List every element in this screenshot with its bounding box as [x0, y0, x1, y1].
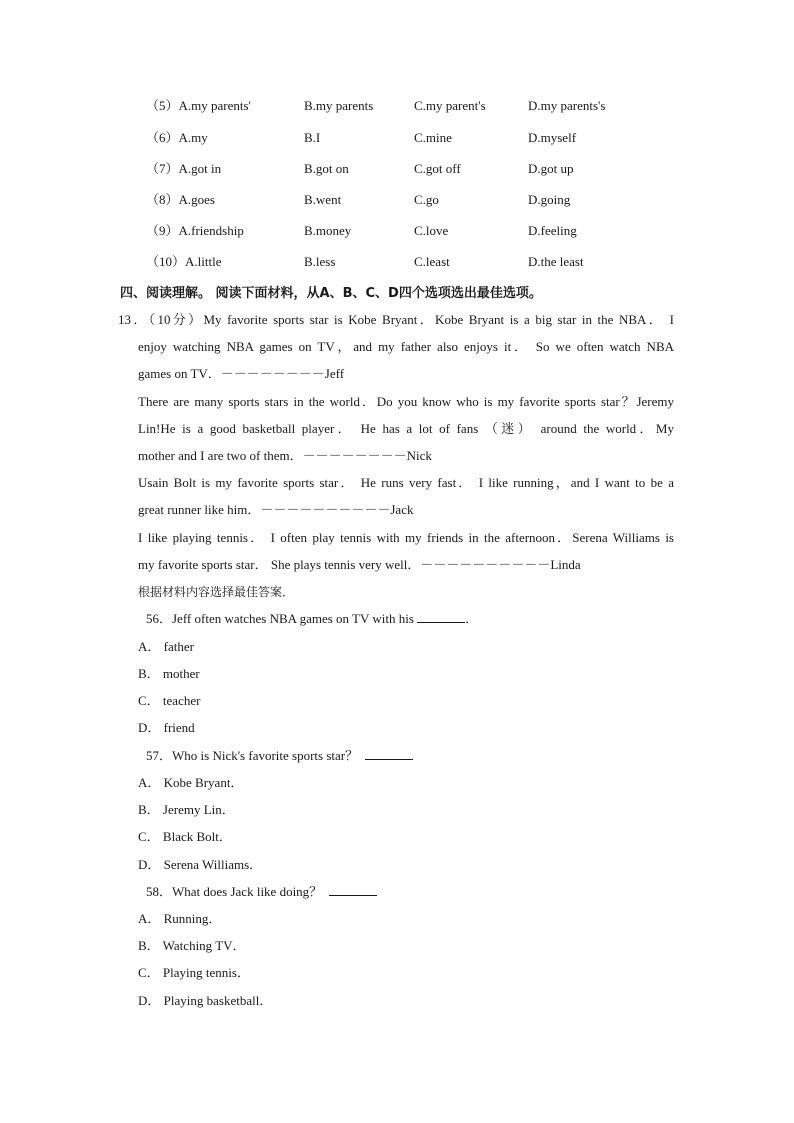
answer-blank [417, 609, 465, 623]
option-b: B.money [304, 223, 352, 238]
section-heading: 四、阅读理解。 阅读下面材料，从A、B、C、D四个选项选出最佳选项。 [120, 286, 542, 301]
answer-option: B． mother [138, 666, 200, 681]
passage-line: games on TV．－－－－－－－－Jeff [138, 366, 345, 381]
answer-option: B． Watching TV． [138, 938, 246, 953]
answer-option: A． father [138, 639, 194, 654]
option-c: C.my parent's [414, 98, 486, 113]
passage-line: Lin!He is a good basketball player． He has a lot of fans （迷） around the world．My [138, 421, 674, 436]
option-c: C.mine [414, 130, 452, 145]
passage-line: Usain Bolt is my favorite sports star． He runs very fast． I like running，and I want to be a [138, 475, 674, 490]
passage-line: There are many sports stars in the world．Do you know who is my favorite sports star？Jeremy [138, 394, 674, 409]
passage-line: enjoy watching NBA games on TV，and my father also enjoys it． So we often watch NBA [138, 339, 674, 354]
option-c: C.love [414, 223, 449, 238]
option-a: （10）A.little [146, 254, 222, 269]
answer-option: A． Kobe Bryant． [138, 775, 244, 790]
option-a: （5）A.my parents' [146, 98, 251, 113]
answer-option: C． teacher [138, 693, 201, 708]
answer-option: D． Playing basketball． [138, 993, 273, 1008]
question-stem [146, 882, 377, 902]
answer-blank [365, 746, 413, 760]
option-b: B.less [304, 254, 336, 269]
option-d: D.the least [528, 254, 584, 269]
answer-option: A． Running． [138, 911, 222, 926]
passage-line: I like playing tennis． I often play tennis with my friends in the afternoon．Serena Williams is [138, 530, 674, 545]
instruction-line: 根据材料内容选择最佳答案． [138, 585, 295, 599]
answer-option: C． Black Bolt． [138, 829, 232, 844]
option-c: C.go [414, 192, 439, 207]
option-b: B.got on [304, 161, 349, 176]
question-stem [146, 746, 413, 766]
option-d: D.going [528, 192, 571, 207]
question-text: 57．Who is Nick's favorite sports star？ [146, 748, 359, 763]
option-d: D.my parents's [528, 98, 606, 113]
answer-option: D． Serena Williams． [138, 857, 263, 872]
option-d: D.myself [528, 130, 577, 145]
question-end: ． [465, 611, 479, 626]
option-b: B.went [304, 192, 342, 207]
option-a: （8）A.goes [146, 192, 215, 207]
answer-option: C． Playing tennis． [138, 965, 250, 980]
passage-line: mother and I are two of them．－－－－－－－－Nick [138, 448, 432, 463]
option-a: （9）A.friendship [146, 223, 244, 238]
passage-line: great runner like him．－－－－－－－－－－Jack [138, 502, 414, 517]
passage-line: my favorite sports star． She plays tennis very well．－－－－－－－－－－Linda [138, 557, 581, 572]
question-stem [146, 609, 478, 629]
option-c: C.least [414, 254, 450, 269]
option-c: C.got off [414, 161, 461, 176]
option-a: （6）A.my [146, 130, 208, 145]
option-d: D.feeling [528, 223, 577, 238]
passage-line: 13．（10分）My favorite sports star is Kobe Bryant．Kobe Bryant is a big star in the NBA． I [118, 312, 674, 327]
question-text: 58．What does Jack like doing？ [146, 884, 323, 899]
option-a: （7）A.got in [146, 161, 222, 176]
answer-option: B． Jeremy Lin． [138, 802, 235, 817]
option-b: B.I [304, 130, 321, 145]
option-d: D.got up [528, 161, 574, 176]
question-text: 56．Jeff often watches NBA games on TV with his [146, 611, 414, 626]
answer-option: D． friend [138, 720, 195, 735]
option-b: B.my parents [304, 98, 374, 113]
answer-blank [329, 882, 377, 896]
